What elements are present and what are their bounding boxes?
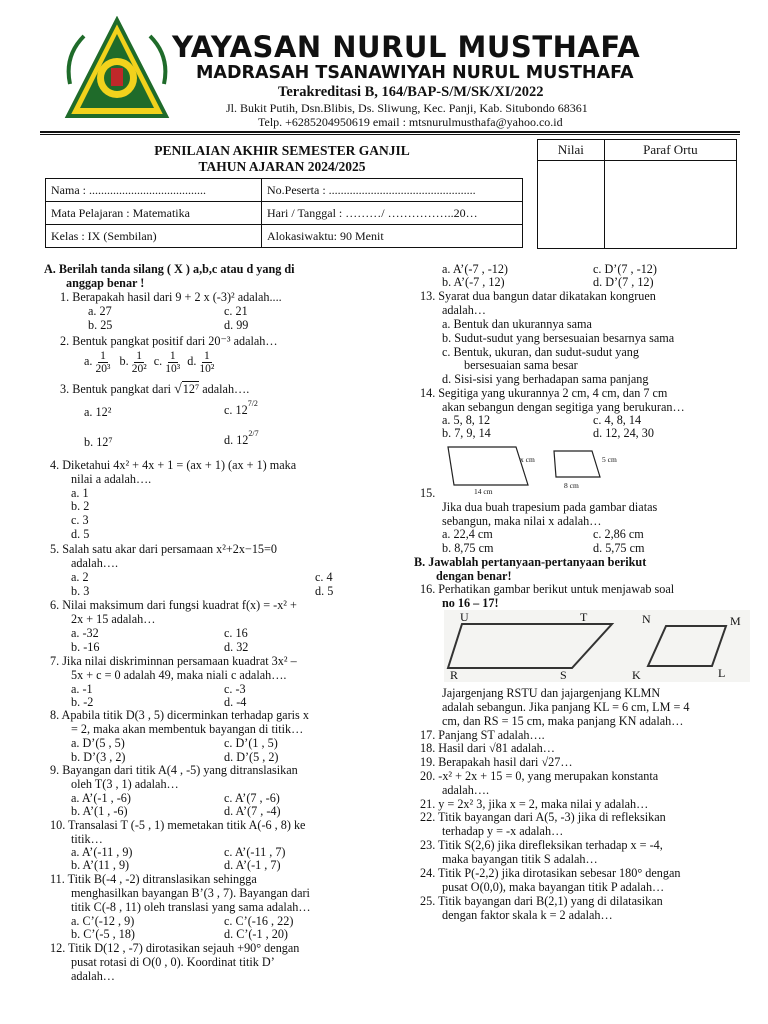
q5-option-d[interactable]: d. 5 xyxy=(315,584,334,598)
q4-option-a[interactable]: a. 1 xyxy=(71,486,89,500)
section-b-heading: B. Jawablah pertanyaan-pertanyaan berikut xyxy=(414,555,647,569)
q13-option-d[interactable]: d. Sisi-sisi yang berhadapan sama panjang xyxy=(442,372,649,386)
header-divider-thin xyxy=(40,134,740,135)
question-5-cont: adalah…. xyxy=(71,556,119,570)
question-8-cont: = 2, maka akan membentuk bayangan di titik… xyxy=(71,722,304,736)
section-b-heading-cont: dengan benar! xyxy=(436,569,512,583)
question-13-cont: adalah… xyxy=(442,303,486,317)
q14-option-d[interactable]: d. 12, 24, 30 xyxy=(593,426,654,440)
trapezoid-label-x: x cm xyxy=(520,455,535,464)
q9-option-a[interactable]: a. A’(-1 , -6) xyxy=(71,791,131,805)
q12-option-b[interactable]: b. A’(-7 , 12) xyxy=(442,275,505,289)
q9-option-c[interactable]: c. A’(7 , -6) xyxy=(224,791,280,805)
question-10-cont: titik… xyxy=(71,832,103,846)
q4-option-c[interactable]: c. 3 xyxy=(71,513,89,527)
question-14: 14. Segitiga yang ukurannya 2 cm, 4 cm, dan 7 cm xyxy=(420,386,668,400)
q2-option-d[interactable]: d. $\frac{1}{\text{10²}}$ xyxy=(187,350,215,375)
q13-option-c-cont: bersesuaian sama besar xyxy=(464,358,578,372)
q14-option-a[interactable]: a. 5, 8, 12 xyxy=(442,413,491,427)
vertex-r: R xyxy=(450,668,459,682)
q15-option-c[interactable]: c. 2,86 cm xyxy=(593,527,644,541)
q8-option-a[interactable]: a. D’(5 , 5) xyxy=(71,736,125,750)
subject-field: Mata Pelajaran : Matematika xyxy=(46,202,262,225)
q6-option-a[interactable]: a. -32 xyxy=(71,626,99,640)
question-8: 8. Apabila titik D(3 , 5) dicerminkan terhadap garis x xyxy=(50,708,309,722)
school-logo xyxy=(62,16,172,128)
q7-option-a[interactable]: a. -1 xyxy=(71,682,93,696)
figure-description-2: adalah sebangun. Jika panjang KL = 6 cm, LM = 4 xyxy=(442,700,690,714)
q1-option-b[interactable]: b. 25 xyxy=(88,318,113,332)
q4-option-b[interactable]: b. 2 xyxy=(71,499,90,513)
question-23: 23. Titik S(2,6) jika direfleksikan terhadap x = -4, xyxy=(420,838,663,852)
q7-option-b[interactable]: b. -2 xyxy=(71,695,94,709)
accreditation: Terakreditasi B, 164/BAP-S/M/SK/XI/2022 xyxy=(278,84,544,100)
question-6: 6. Nilai maksimum dari fungsi kuadrat f(x) = -x² + xyxy=(50,598,297,612)
question-12: 12. Titik D(12 , -7) dirotasikan sejauh +90° dengan xyxy=(50,941,300,955)
question-11: 11. Titik B(-4 , -2) ditranslasikan sehingga xyxy=(50,872,257,886)
q11-option-a[interactable]: a. C’(-12 , 9) xyxy=(71,914,135,928)
question-16: 16. Perhatikan gambar berikut untuk menjawab soal xyxy=(420,582,675,596)
question-20-cont: adalah…. xyxy=(442,783,490,797)
parallelogram-figure xyxy=(444,610,750,682)
q15-option-a[interactable]: a. 22,4 cm xyxy=(442,527,493,541)
q2-option-c[interactable]: c. $\frac{1}{\text{10³}}$ xyxy=(153,350,181,375)
vertex-t: T xyxy=(580,610,588,624)
question-17: 17. Panjang ST adalah…. xyxy=(420,728,545,742)
q3-option-c[interactable]: c. $12^{7/2}$ xyxy=(224,399,258,417)
question-23-cont: maka bayangan titik S adalah… xyxy=(442,852,598,866)
q13-option-b[interactable]: b. Sudut-sudut yang bersesuaian besarnya sama xyxy=(442,331,675,345)
vertex-l: L xyxy=(718,666,726,680)
parent-signature-cell[interactable] xyxy=(604,161,736,249)
q13-option-c[interactable]: c. Bentuk, ukuran, dan sudut-sudut yang xyxy=(442,345,639,359)
question-15-number: 15. xyxy=(420,486,436,500)
q7-option-c[interactable]: c. -3 xyxy=(224,682,246,696)
q10-option-d[interactable]: d. A’(-1 , 7) xyxy=(224,858,281,872)
question-6-cont: 2x + 15 adalah… xyxy=(71,612,156,626)
q6-option-b[interactable]: b. -16 xyxy=(71,640,100,654)
q15-option-d[interactable]: d. 5,75 cm xyxy=(593,541,645,555)
question-25-cont: dengan faktor skala k = 2 adalah… xyxy=(442,908,613,922)
question-22: 22. Titik bayangan dari A(5, -3) jika di refleksikan xyxy=(420,810,666,824)
question-21: 21. y = 2x² 3, jika x = 2, maka nilai y adalah… xyxy=(420,797,649,811)
question-24-cont: pusat O(0,0), maka bayangan titik P adalah… xyxy=(442,880,665,894)
school-contact: Telp. +6285204950619 email : mtsnurulmusthafa@yahoo.co.id xyxy=(258,115,563,129)
q14-option-b[interactable]: b. 7, 9, 14 xyxy=(442,426,491,440)
question-2: 2. Bentuk pangkat positif dari 20⁻³ adalah… xyxy=(60,334,278,348)
trapezoid-label-8: 8 cm xyxy=(564,481,579,490)
q1-option-c[interactable]: c. 21 xyxy=(224,304,248,318)
score-label: Nilai xyxy=(538,140,605,161)
q11-option-c[interactable]: c. C’(-16 , 22) xyxy=(224,914,294,928)
question-20: 20. -x² + 2x + 15 = 0, yang merupakan konstanta xyxy=(420,769,659,783)
vertex-u: U xyxy=(460,610,469,624)
date-field[interactable]: Hari / Tanggal : ………/ ……………..20… xyxy=(262,202,523,225)
q5-option-c[interactable]: c. 4 xyxy=(315,570,333,584)
q10-option-a[interactable]: a. A’(-11 , 9) xyxy=(71,845,133,859)
exam-title: PENILAIAN AKHIR SEMESTER GANJIL xyxy=(154,143,410,158)
q12-option-a[interactable]: a. A’(-7 , -12) xyxy=(442,262,508,276)
parent-signature-label: Paraf Ortu xyxy=(604,140,736,161)
question-13: 13. Syarat dua bangun datar dikatakan kongruen xyxy=(420,289,656,303)
q3-option-d[interactable]: d. $12^{2/7}$ xyxy=(224,429,259,447)
header-divider xyxy=(40,131,740,133)
trapezoid-label-5: 5 cm xyxy=(602,455,617,464)
question-5: 5. Salah satu akar dari persamaan x²+2x−15=0 xyxy=(50,542,277,556)
q1-option-a[interactable]: a. 27 xyxy=(88,304,112,318)
question-7-cont: 5x + c = 0 adalah 49, maka niali c adalah…. xyxy=(71,668,287,682)
q5-option-b[interactable]: b. 3 xyxy=(71,584,90,598)
q1-option-d[interactable]: d. 99 xyxy=(224,318,249,332)
question-11-cont2: titik C(-8 , 11) oleh translasi yang sama adalah… xyxy=(71,900,311,914)
question-1: 1. Berapakah hasil dari 9 + 2 x (-3)² adalah.... xyxy=(60,290,282,304)
vertex-k: K xyxy=(632,668,641,682)
school-name: MADRASAH TSANAWIYAH NURUL MUSTHAFA xyxy=(196,63,634,83)
question-11-cont: menghasilkan bayangan B’(3 , 7). Bayangan dari xyxy=(71,886,310,900)
figure-description: Jajargenjang RSTU dan jajargenjang KLMN xyxy=(442,686,661,700)
q8-option-d[interactable]: d. D’(5 , 2) xyxy=(224,750,279,764)
question-19: 19. Berapakah hasil dari √27… xyxy=(420,755,573,769)
vertex-n: N xyxy=(642,612,651,626)
time-allocation: Alokasiwaktu: 90 Menit xyxy=(262,225,523,248)
trapezoid-label-14: 14 cm xyxy=(474,487,493,496)
foundation-name: YAYASAN NURUL MUSTHAFA xyxy=(172,30,641,64)
question-4: 4. Diketahui 4x² + 4x + 1 = (ax + 1) (ax + 1) maka xyxy=(50,458,297,472)
q9-option-d[interactable]: d. A’(7 , -4) xyxy=(224,804,281,818)
question-18: 18. Hasil dari √81 adalah… xyxy=(420,741,555,755)
question-9-cont: oleh T(3 , 1) adalah… xyxy=(71,777,179,791)
q9-option-b[interactable]: b. A’(1 , -6) xyxy=(71,804,128,818)
q6-option-c[interactable]: c. 16 xyxy=(224,626,248,640)
question-3: 3. Bentuk pangkat dari √12⁷ adalah…. xyxy=(60,382,250,397)
q2-option-b[interactable]: b. $\frac{1}{\text{20²}}$ xyxy=(119,350,147,375)
vertex-m: M xyxy=(730,614,741,628)
q15-option-b[interactable]: b. 8,75 cm xyxy=(442,541,494,555)
q2-options xyxy=(84,350,214,375)
q4-option-d[interactable]: d. 5 xyxy=(71,527,90,541)
question-9: 9. Bayangan dari titik A(4 , -5) yang ditranslasikan xyxy=(50,763,298,777)
figure-description-3: cm, dan RS = 15 cm, maka panjang KN adalah… xyxy=(442,714,684,728)
q11-option-b[interactable]: b. C’(-5 , 18) xyxy=(71,927,135,941)
q5-option-a[interactable]: a. 2 xyxy=(71,570,89,584)
identity-table xyxy=(45,178,523,248)
q3-option-a[interactable]: a. 12² xyxy=(84,405,112,419)
q8-option-b[interactable]: b. D’(3 , 2) xyxy=(71,750,126,764)
q7-option-d[interactable]: d. -4 xyxy=(224,695,247,709)
school-address: Jl. Bukit Putih, Dsn.Blibis, Ds. Sliwung, Kec. Panji, Kab. Situbondo 68361 xyxy=(226,101,588,115)
question-12-cont2: adalah… xyxy=(71,969,115,983)
score-box xyxy=(537,139,737,249)
participant-number-field[interactable]: No.Peserta : ................................................. xyxy=(262,179,523,202)
q11-option-d[interactable]: d. C’(-1 , 20) xyxy=(224,927,288,941)
question-14-cont: akan sebangun dengan segitiga yang berukuran… xyxy=(442,400,685,414)
vertex-s: S xyxy=(560,668,567,682)
exam-year: TAHUN AJARAN 2024/2025 xyxy=(198,159,366,174)
section-a-heading: A. Berilah tanda silang ( X ) a,b,c atau d yang di xyxy=(44,262,295,276)
q2-option-a[interactable]: a. $\frac{1}{\text{20³}}$ xyxy=(84,350,111,375)
q12-option-d[interactable]: d. D’(7 , 12) xyxy=(593,275,654,289)
q10-option-b[interactable]: b. A’(11 , 9) xyxy=(71,858,130,872)
q8-option-c[interactable]: c. D’(1 , 5) xyxy=(224,736,278,750)
q12-option-c[interactable]: c. D’(7 , -12) xyxy=(593,262,657,276)
class-field: Kelas : IX (Sembilan) xyxy=(46,225,262,248)
question-22-cont: terhadap y = -x adalah… xyxy=(442,824,564,838)
question-12-cont: pusat rotasi di O(0 , 0). Koordinat titik D’ xyxy=(71,955,275,969)
q3-option-b[interactable]: b. 12⁷ xyxy=(84,435,113,449)
question-16-cont: no 16 – 17! xyxy=(442,596,499,610)
trapezoid-figure xyxy=(444,443,644,495)
q13-option-a[interactable]: a. Bentuk dan ukurannya sama xyxy=(442,317,592,331)
question-15: Jika dua buah trapesium pada gambar diatas xyxy=(442,500,658,514)
question-24: 24. Titik P(-2,2) jika dirotasikan sebesar 180° dengan xyxy=(420,866,681,880)
question-25: 25. Titik bayangan dari B(2,1) yang di dilatasikan xyxy=(420,894,663,908)
q6-option-d[interactable]: d. 32 xyxy=(224,640,249,654)
question-10: 10. Transalasi T (-5 , 1) memetakan titik A(-6 , 8) ke xyxy=(50,818,306,832)
section-a-heading-cont: anggap benar ! xyxy=(66,276,145,290)
question-4-cont: nilai a adalah…. xyxy=(71,472,152,486)
q14-option-c[interactable]: c. 4, 8, 14 xyxy=(593,413,642,427)
q10-option-c[interactable]: c. A’(-11 , 7) xyxy=(224,845,286,859)
question-15-cont: sebangun, maka nilai x adalah… xyxy=(442,514,602,528)
question-7: 7. Jika nilai diskriminnan persamaan kuadrat 3x² – xyxy=(50,654,297,668)
name-field[interactable]: Nama : ....................................... xyxy=(46,179,262,202)
score-cell[interactable] xyxy=(538,161,605,249)
